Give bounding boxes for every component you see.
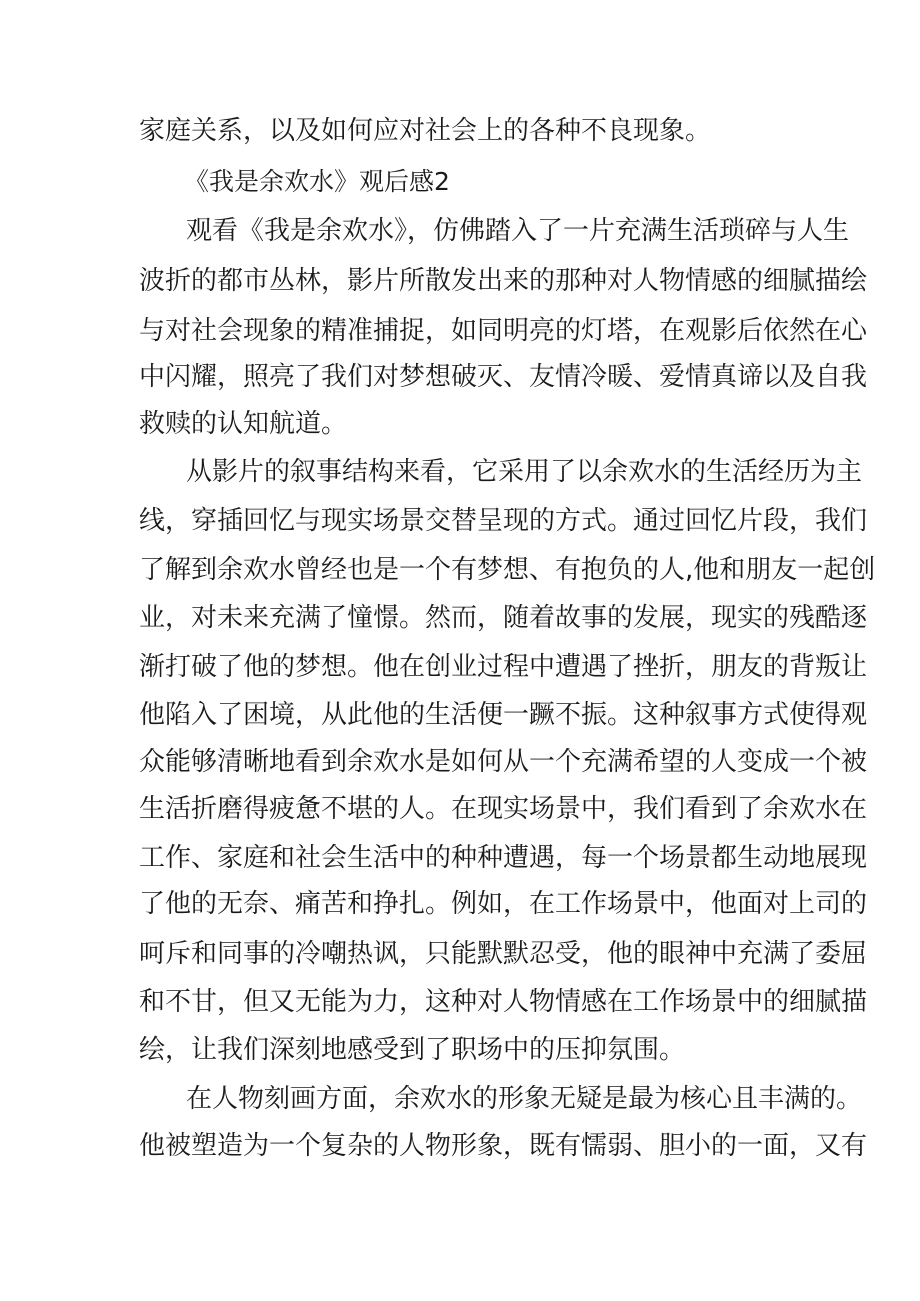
text-line-4: 波折的都市丛林，影片所散发出来的那种对人物情感的细腻描绘: [139, 266, 868, 296]
text-line-14: 众能够清晰地看到余欢水是如何从一个充满希望的人变成一个被: [139, 747, 868, 777]
text-line-11: 业，对未来充满了憧憬。然而，随着故事的发展，现实的残酷逐: [139, 603, 868, 633]
text-line-13: 他陷入了困境，从此他的生活便一蹶不振。这种叙事方式使得观: [139, 700, 868, 730]
text-line-1: 家庭关系，以及如何应对社会上的各种不良现象。: [139, 116, 712, 146]
text-line-18: 呵斥和同事的冷嘲热讽，只能默默忍受，他的眼神中充满了委屈: [139, 939, 868, 969]
text-line-7: 救赎的认知航道。: [139, 409, 348, 439]
text-line-5: 与对社会现象的精准捕捉，如同明亮的灯塔，在观影后依然在心: [139, 316, 868, 346]
text-line-22: 他被塑造为一个复杂的人物形象，既有懦弱、胆小的一面，又有: [139, 1131, 868, 1161]
text-line-20: 绘，让我们深刻地感受到了职场中的压抑氛围。: [139, 1035, 686, 1065]
text-line-19: 和不甘，但又无能为力，这种对人物情感在工作场景中的细腻描: [139, 987, 868, 1017]
text-line-17: 了他的无奈、痛苦和挣扎。例如，在工作场景中，他面对上司的: [139, 889, 868, 919]
text-line-15: 生活折磨得疲惫不堪的人。在现实场景中，我们看到了余欢水在: [139, 794, 868, 824]
section-title: 《我是余欢水》观后感2: [184, 167, 450, 196]
text-line-12: 渐打破了他的梦想。他在创业过程中遭遇了挫折，朋友的背叛让: [139, 652, 868, 682]
text-line-6: 中闪耀，照亮了我们对梦想破灭、友情冷暖、爱情真谛以及自我: [139, 362, 868, 392]
text-line-10: 了解到余欢水曾经也是一个有梦想、有抱负的人,他和朋友一起创: [139, 555, 876, 585]
text-line-21: 在人物刻画方面，余欢水的形象无疑是最为核心且丰满的。: [186, 1084, 863, 1114]
text-line-3: 观看《我是余欢水》，仿佛踏入了一片充满生活琐碎与人生: [186, 216, 850, 246]
text-line-8: 从影片的叙事结构来看，它采用了以余欢水的生活经历为主: [186, 457, 863, 487]
text-line-9: 线，穿插回忆与现实场景交替呈现的方式。通过回忆片段，我们: [139, 506, 868, 536]
text-line-16: 工作、家庭和社会生活中的种种遭遇，每一个场景都生动地展现: [139, 843, 868, 873]
